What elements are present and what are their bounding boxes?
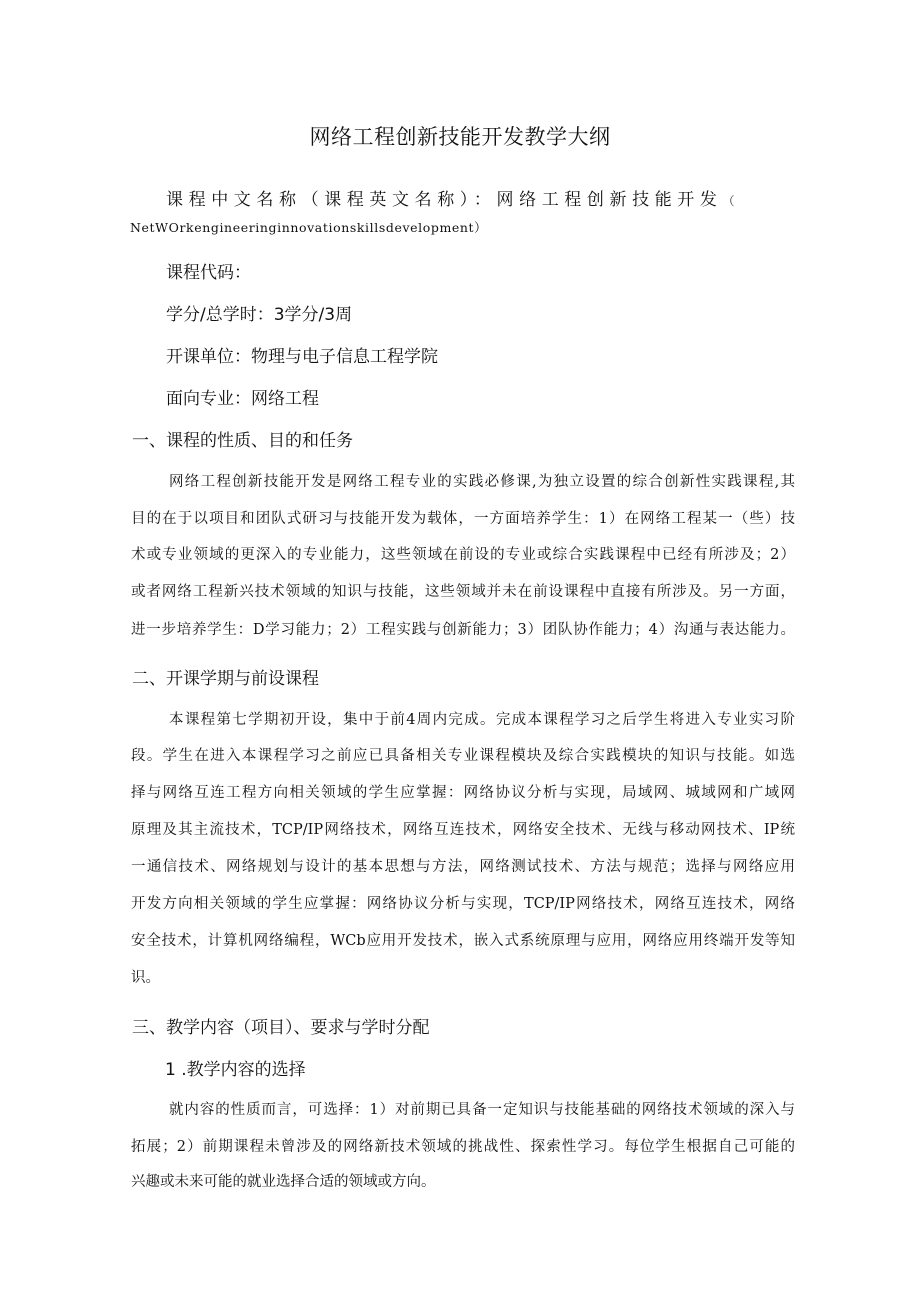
paragraph-line: 原理及其主流技术，TCP/IP网络技术，网络互连技术，网络安全技术、无线与移动网技术、IP统 (131, 822, 795, 838)
paragraph-line: 拓展；2）前期课程未曾涉及的网络新技术领域的挑战性、探索性学习。每位学生根据自己可能的 (131, 1139, 795, 1155)
course-english-name: NetWOrkengineeringinnovationskillsdevelopment） (130, 220, 488, 235)
paragraph-line: 段。学生在进入本课程学习之前应已具备相关专业课程模块及综合实践模块的知识与技能。如选 (131, 748, 795, 764)
paragraph-line: 一通信技术、网络规划与设计的基本思想与方法，网络测试技术、方法与规范；选择与网络应用 (131, 859, 795, 875)
section-3-heading: 三、教学内容（项目）、要求与学时分配 (132, 1018, 430, 1038)
paragraph-line: 安全技术，计算机网络编程，WCb应用开发技术，嵌入式系统原理与应用，网络应用终端开发等知 (131, 933, 795, 949)
paragraph-line: 兴趣或未来可能的就业选择合适的领域或方向。 (131, 1174, 436, 1190)
course-name-text: 课程中文名称（课程英文名称）：网络工程创新技能开发 (166, 190, 723, 210)
section-1-heading: 一、课程的性质、目的和任务 (132, 431, 353, 451)
paragraph-line: 术或专业领域的更深入的专业能力，这些领域在前设的专业或综合实践课程中已经有所涉及；2） (131, 547, 795, 563)
section-3-subheading: 1 .教学内容的选择 (165, 1060, 306, 1080)
paragraph-line: 就内容的性质而言，可选择：1）对前期已具备一定知识与技能基础的网络技术领域的深入与 (169, 1102, 795, 1118)
paragraph-line: 目的在于以项目和团队式研习与技能开发为载体，一方面培养学生：1）在网络工程某一（些）技 (131, 511, 795, 527)
paragraph-line: 进一步培养学生：D学习能力；2）工程实践与创新能力；3）团队协作能力；4）沟通与表达能力。 (131, 622, 795, 638)
paragraph-line: 开发方向相关领域的学生应掌握：网络协议分析与实现，TCP/IP网络技术，网络互连技术，网络 (131, 896, 795, 912)
section-2-heading: 二、开课学期与前设课程 (132, 669, 319, 689)
course-name-line (166, 185, 791, 210)
course-unit: 开课单位：物理与电子信息工程学院 (166, 347, 438, 367)
course-code: 课程代码： (166, 263, 251, 283)
paragraph-line: 识。 (131, 970, 160, 986)
paragraph-line: 本课程第七学期初开设，集中于前4周内完成。完成本课程学习之后学生将进入专业实习阶 (169, 712, 795, 728)
course-credits: 学分/总学时：3学分/3周 (166, 305, 353, 325)
paragraph-line: 或者网络工程新兴技术领域的知识与技能，这些领域并未在前设课程中直接有所涉及。另一方面， (131, 584, 795, 600)
course-name-paren: （ (722, 194, 735, 208)
paragraph-line: 网络工程创新技能开发是网络工程专业的实践必修课,为独立设置的综合创新性实践课程,其 (169, 474, 795, 490)
course-major: 面向专业：网络工程 (166, 389, 319, 409)
paragraph-line: 择与网络互连工程方向相关领域的学生应掌握：网络协议分析与实现，局域网、城域网和广域网 (131, 785, 795, 801)
document-title: 网络工程创新技能开发教学大纲 (309, 125, 611, 149)
